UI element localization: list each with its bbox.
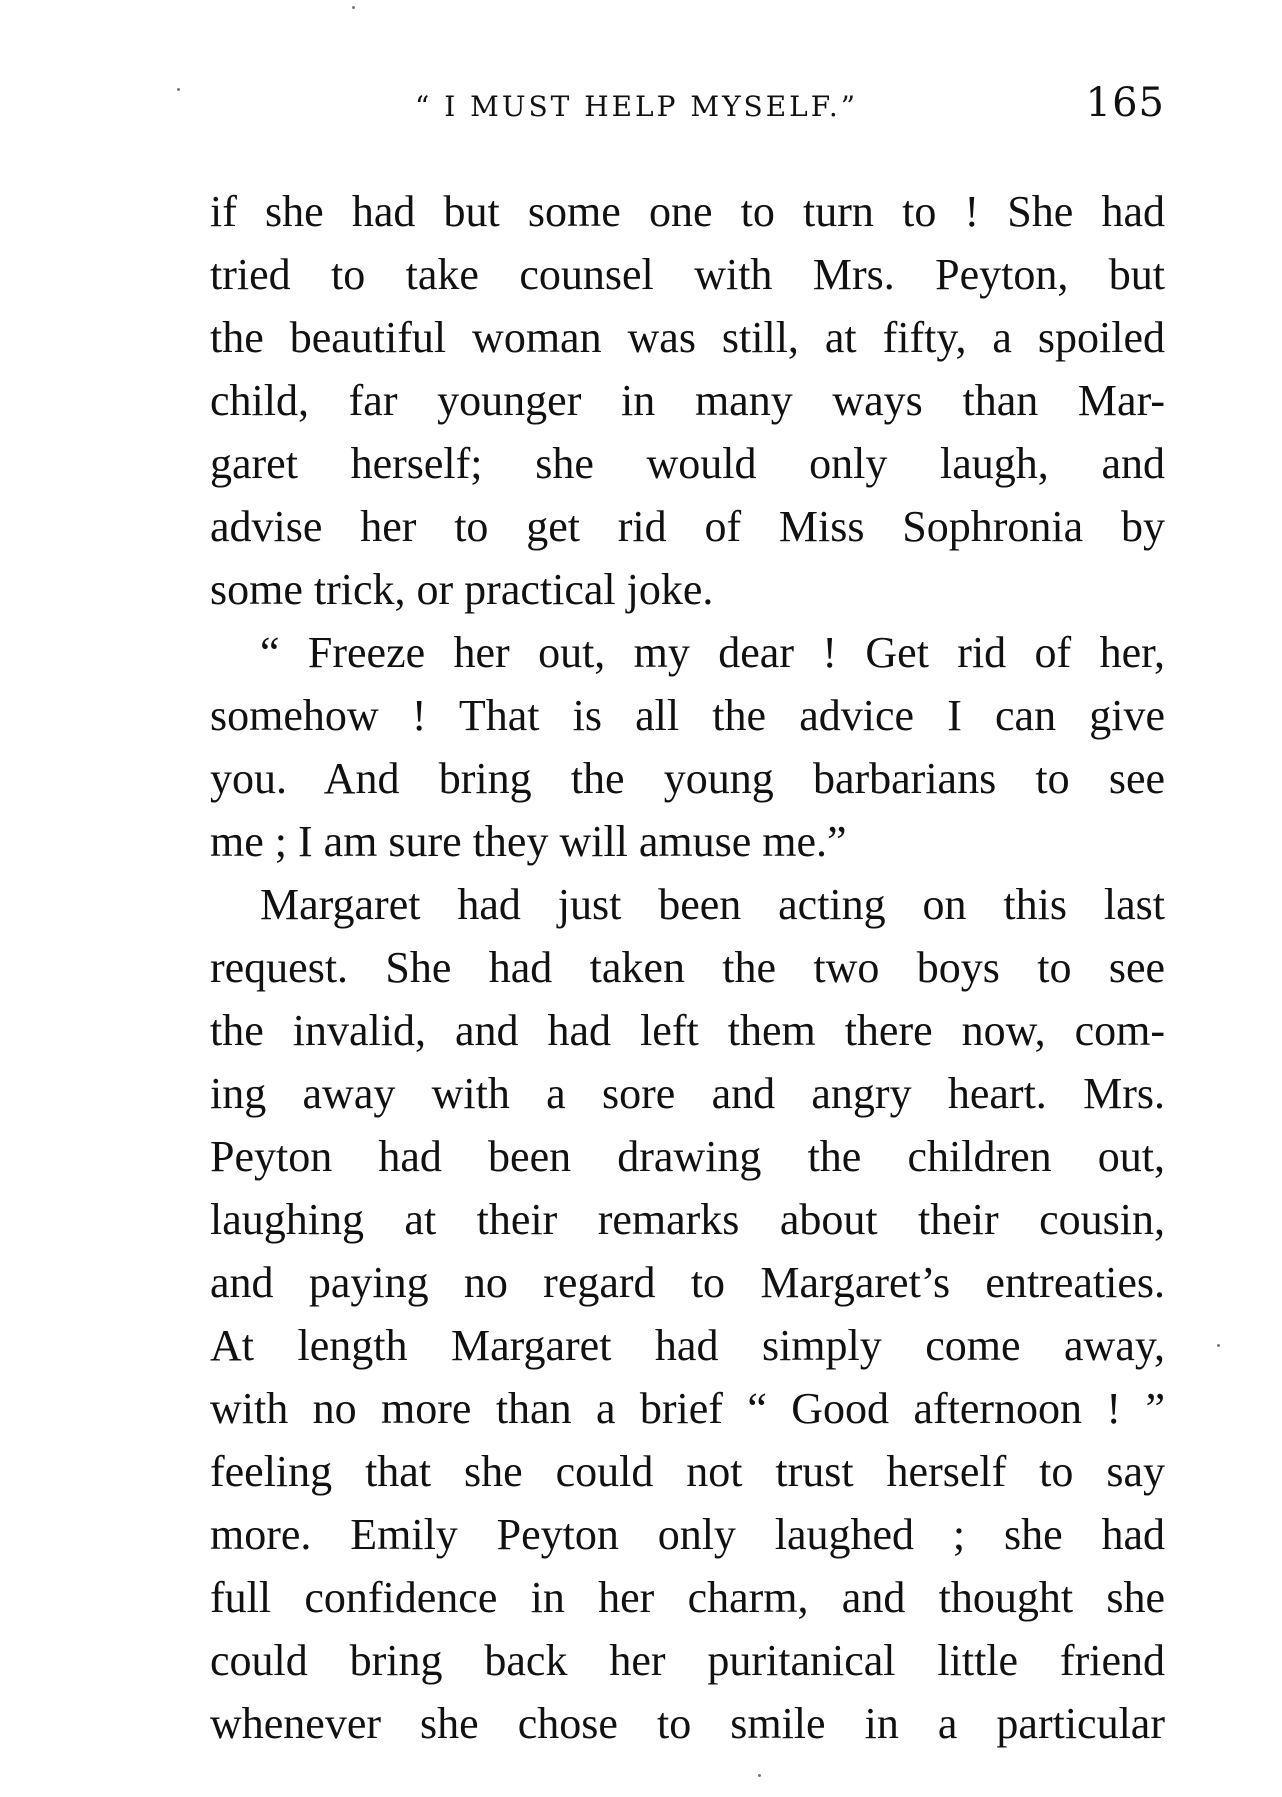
- text-line: tried to take counsel with Mrs. Peyton, but: [210, 250, 1165, 299]
- text-line: Margaret had just been acting on this last: [260, 880, 1165, 929]
- text-line: full confidence in her charm, and thought she: [210, 1573, 1165, 1622]
- scan-speck: [1217, 1344, 1220, 1347]
- text-line: whenever she chose to smile in a particular: [210, 1699, 1165, 1748]
- running-head: [210, 82, 1165, 138]
- text-line: and paying no regard to Margaret’s entreaties.: [210, 1258, 1165, 1307]
- running-title: “ I MUST HELP MYSELF.”: [415, 90, 859, 123]
- text-line: if she had but some one to turn to ! She had: [210, 187, 1165, 236]
- body-text: [210, 180, 1165, 1755]
- text-line: me ; I am sure they will amuse me.”: [210, 817, 847, 866]
- text-line: with no more than a brief “ Good afternoon ! ”: [210, 1384, 1165, 1433]
- text-line: request. She had taken the two boys to see: [210, 943, 1165, 992]
- text-line: ing away with a sore and angry heart. Mrs.: [210, 1069, 1165, 1118]
- text-line: “ Freeze her out, my dear ! Get rid of her,: [260, 628, 1165, 677]
- text-line: laughing at their remarks about their cousin,: [210, 1195, 1165, 1244]
- page-number: 165: [1085, 80, 1165, 126]
- text-line: Peyton had been drawing the children out,: [210, 1132, 1165, 1181]
- scan-speck: [758, 1774, 761, 1777]
- text-line: At length Margaret had simply come away,: [210, 1321, 1165, 1370]
- text-line: feeling that she could not trust herself to say: [210, 1447, 1165, 1496]
- text-line: you. And bring the young barbarians to see: [210, 754, 1165, 803]
- text-line: garet herself; she would only laugh, and: [210, 439, 1165, 488]
- text-line: somehow ! That is all the advice I can give: [210, 691, 1165, 740]
- text-line: more. Emily Peyton only laughed ; she had: [210, 1510, 1165, 1559]
- scan-speck: [352, 6, 355, 9]
- text-line: some trick, or practical joke.: [210, 565, 714, 614]
- text-line: the invalid, and had left them there now, com-: [210, 1006, 1165, 1055]
- text-line: the beautiful woman was still, at fifty, a spoiled: [210, 313, 1165, 362]
- text-line: advise her to get rid of Miss Sophronia by: [210, 502, 1165, 551]
- scan-speck: [177, 88, 180, 91]
- text-line: child, far younger in many ways than Mar-: [210, 376, 1165, 425]
- text-line: could bring back her puritanical little friend: [210, 1636, 1165, 1685]
